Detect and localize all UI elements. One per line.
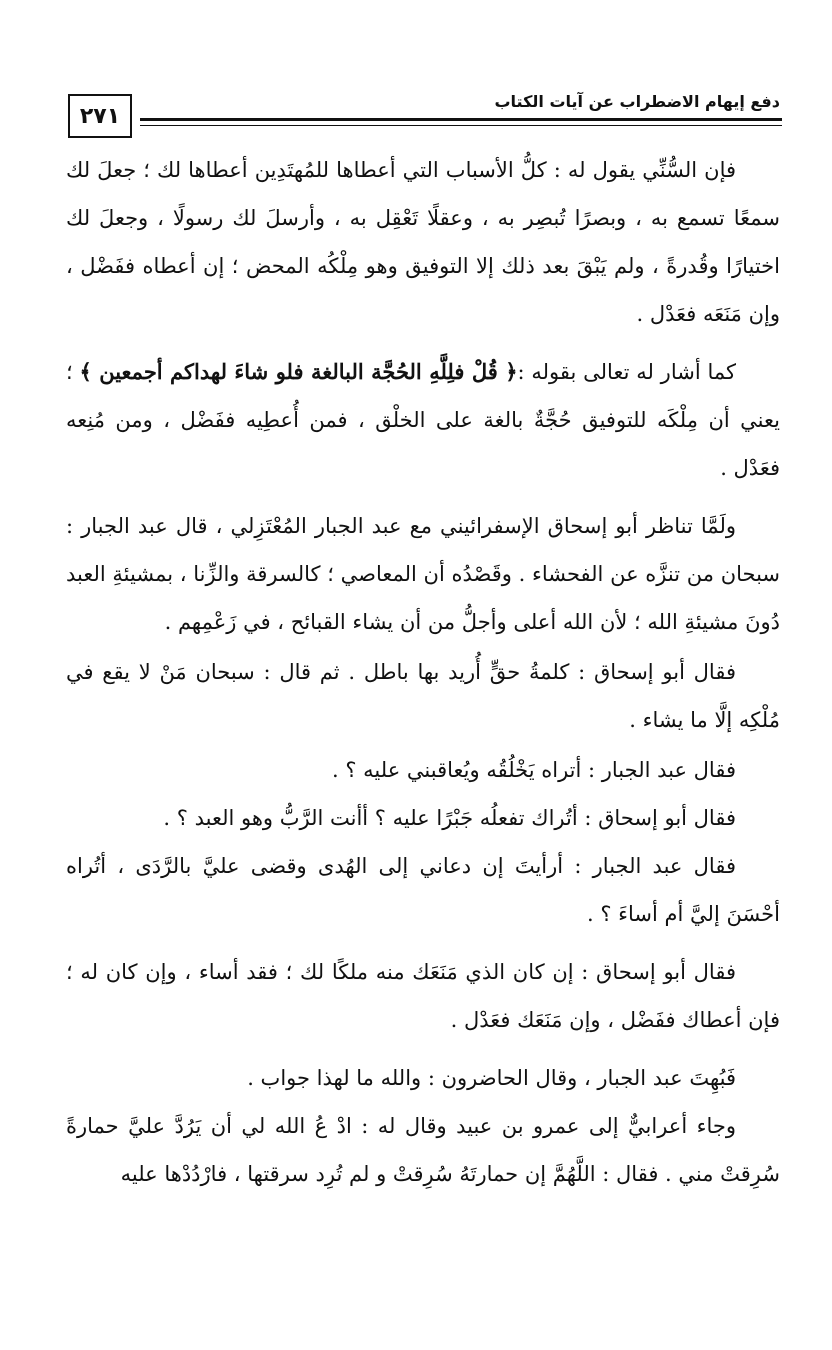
running-header-title: دفع إيهام الاضطراب عن آيات الكتاب [494, 92, 780, 111]
header-rule-thick [140, 118, 782, 121]
paragraph-2-rest: ؛ يعني أن مِلْكَه للتوفيق حُجَّةٌ بالغة على الخلْق ، فمن أُعطِيه ففَضْل ، ومن مُنِعه فعَدْل . [66, 360, 780, 480]
paragraph-9: فَبُهِتَ عبد الجبار ، وقال الحاضرون : والله ما لهذا جواب . [247, 1066, 736, 1090]
paragraph-10: وجاء أعرابيٌّ إلى عمرو بن عبيد وقال له : ادْ عُ الله لي أن يَرُدَّ عليَّ حمارةً سُرِقتْ مني . فقال : اللَّهُمَّ إن حمارتَهُ سُرِقتْ و لم تُرِد سرقتها ، فارْدُدْها عليه [66, 1114, 780, 1186]
paragraph-5: فقال عبد الجبار : أتراه يَخْلُقُه ويُعاقبني عليه ؟ . [332, 758, 736, 782]
paragraph-7: فقال عبد الجبار : أرأيتَ إن دعاني إلى الهُدى وقضى عليَّ بالرَّدَى ، أتُراه أحْسَنَ إليَّ أم أساءَ ؟ . [66, 854, 780, 926]
paragraph-3: ولَمَّا تناظر أبو إسحاق الإسفرائيني مع عبد الجبار المُعْتَزِلي ، قال عبد الجبار : سبحان من تنزَّه عن الفحشاء . وقَصْدُه أن المعاصي ؛ كالسرقة والزِّنا ، بمشيئةِ العبد دُونَ مشيئةِ الله ؛ لأن الله أعلى وأجلُّ من أن يشاء القبائح ، في زَعْمِهم . [66, 514, 780, 634]
paragraph-6: فقال أبو إسحاق : أتُراك تفعلُه جَبْرًا عليه ؟ أأنت الرَّبُّ وهو العبد ؟ . [163, 806, 736, 830]
quran-verse: ﴿ قُلْ فلِلَّهِ الحُجَّة البالغة فلو شاءَ لهداكم أجمعين ﴾ [79, 359, 518, 384]
paragraph-4: فقال أبو إسحاق : كلمةُ حقٍّ أُريد بها باطل . ثم قال : سبحان مَنْ لا يقع في مُلْكِه إلَّا ما يشاء . [66, 660, 780, 732]
page-number: ٢٧١ [79, 103, 121, 129]
header-rule-thin [140, 125, 782, 126]
paragraph-1: فإن السُّنِّي يقول له : كلُّ الأسباب التي أعطاها للمُهتَدِين أعطاها لك ؛ جعلَ لك سمعًا تسمع به ، وبصرًا تُبصِر به ، وعقلًا تَعْقِل به ، وأرسلَ لك رسولًا ، وجعلَ لك اختيارًا وقُدرةً ، ولم يَبْقَ بعد ذلك إلا التوفيق وهو مِلْكُه المحض ؛ إن أعطاه ففَضْل ، وإن مَنَعَه فعَدْل . [66, 158, 780, 326]
paragraph-2 [66, 348, 780, 492]
paragraph-8: فقال أبو إسحاق : إن كان الذي مَنَعَك منه ملكًا لك ؛ فقد أساء ، وإن كان له ؛ فإن أعطاك ففَضْل ، وإن مَنَعَك فعَدْل . [66, 960, 780, 1032]
page-number-box [68, 94, 132, 138]
paragraph-2-intro: كما أشار له تعالى بقوله : [517, 360, 736, 384]
body-text [66, 146, 780, 1198]
